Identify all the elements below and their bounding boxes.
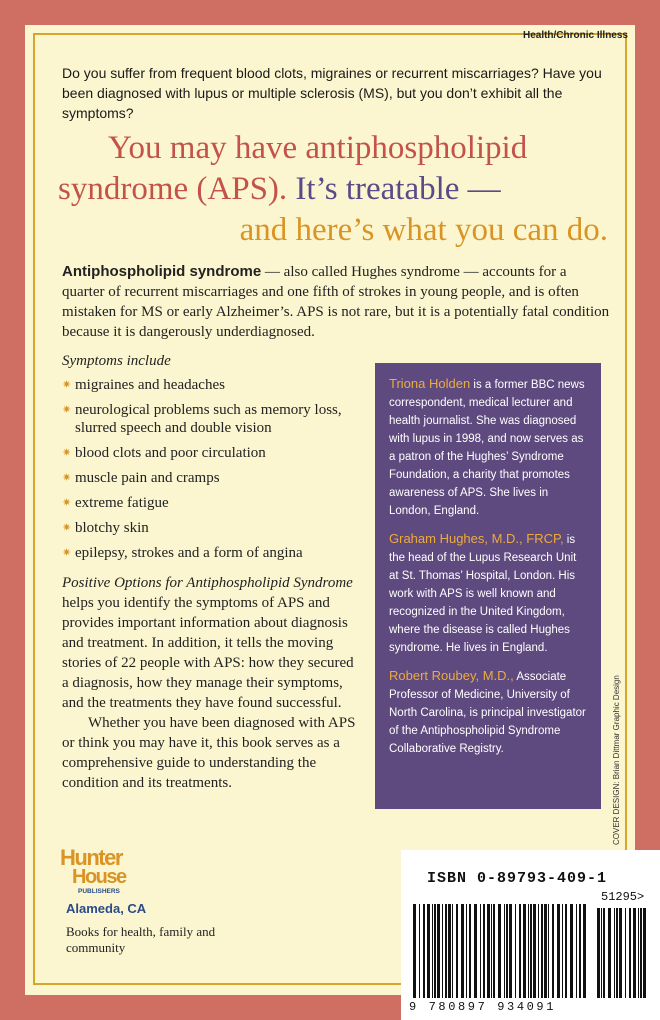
isbn-number: ISBN 0-89793-409-1 [427,870,608,887]
author-name: Robert Roubey, M.D., [389,668,514,683]
author-bio: Triona Holden is a former BBC news correspondent, medical lecturer and health journalist. She was diagnosed with lupus in 1998, and now serves as a patron of the Hughes’ Syndrome Foundation, a charity that promotes awareness of APS. She lives in London, England. [389,376,585,517]
asterisk-bullet-icon: ✷ [62,404,72,416]
category-label: Health/Chronic Illness [522,30,628,41]
cover-design-credit: COVER DESIGN: Brian Dittmar Graphic Design [612,675,621,845]
list-item: ✷ extreme fatigue [62,495,169,511]
symptoms-title: Symptoms include [62,353,171,369]
asterisk-bullet-icon: ✷ [62,472,72,484]
ean-barcode-icon [411,904,589,998]
list-item: ✷ blotchy skin [62,520,149,536]
publisher-tagline: Books for health, family and community [66,924,216,955]
publisher-logo [58,845,168,897]
headline-line-2 [58,171,501,207]
asterisk-bullet-icon: ✷ [62,547,72,559]
svg-text:Hunter: Hunter [60,845,122,870]
asterisk-bullet-icon: ✷ [62,497,72,509]
barcode-box [401,850,660,1020]
headline-line-2b: It’s treatable — [295,171,501,207]
symptoms-list [62,376,362,569]
hunter-house-logo-icon [58,845,168,897]
author-bio: Graham Hughes, M.D., FRCP, is the head of the Lupus Research Unit at St. Thomas’ Hospital, London. His work with APS is well known and recognized in the United Kingdom, where the disease is called Hughes syndrome. He lives in England. [389,531,577,654]
book-description [62,573,358,793]
description-paragraph-1: Positive Options for Antiphospholipid Syndrome helps you identify the symptoms of APS and provides important information about diagnosis and treatment. In addition, it tells the moving stories of 22 people with APS: how they secured a diagnosis, how they manage their symptoms, and the treatments they have found successful. [62,575,354,711]
svg-text:PUBLISHERS: PUBLISHERS [78,888,120,895]
headline-line-3: and here’s what you can do. [239,212,608,248]
body-paragraph [62,262,610,342]
author-bio: Robert Roubey, M.D., Associate Professor of Medicine, University of North Carolina, is principal investigator of the Antiphospholipid Syndrome Collaborative Registry. [389,668,586,755]
publisher-city: Alameda, CA [66,901,147,916]
intro-question: Do you suffer from frequent blood clots, migraines or recurrent miscarriages? Have you been diagnosed with lupus or multiple sclerosis (MS), but you don’t exhibit all the symptoms? [62,65,602,121]
headline-line-2a: syndrome (APS). [58,171,288,207]
body-lead: Antiphospholipid syndrome [62,263,262,280]
headline-line-1: You may have antiphospholipid [108,130,528,166]
author-bios-box [375,363,601,809]
book-title: Positive Options for Antiphospholipid Syndrome [62,575,353,591]
asterisk-bullet-icon: ✷ [62,522,72,534]
list-item: ✷ epilepsy, strokes and a form of angina [62,545,303,561]
barcode-digits: 9 780897 934091 [409,1000,557,1014]
description-paragraph-2: Whether you have been diagnosed with APS or think you may have it, this book serves as a comprehensive guide to understanding the condition and its treatments. [62,715,356,791]
svg-text:House: House [72,866,126,888]
asterisk-bullet-icon: ✷ [62,379,72,391]
list-item: ✷ blood clots and poor circulation [62,445,266,461]
price-code: 51295> [601,890,645,904]
body-text: — also called Hughes syndrome — accounts for a quarter of recurrent miscarriages and one fifth of strokes in young people, and is often mistaken for MS or early Alzheimer’s. APS is not rare, but it is a potentially fatal condition because it is dangerously underdiagnosed. [62,264,610,340]
addon-barcode-icon [595,908,651,998]
headline [58,128,618,251]
list-item: ✷ muscle pain and cramps [62,470,220,486]
list-item: ✷ migraines and headaches [62,377,225,393]
author-name: Graham Hughes, M.D., FRCP, [389,531,564,546]
list-item: ✷ neurological problems such as memory loss, slurred speech and double vision [62,402,342,436]
author-name: Triona Holden [389,376,471,391]
asterisk-bullet-icon: ✷ [62,447,72,459]
